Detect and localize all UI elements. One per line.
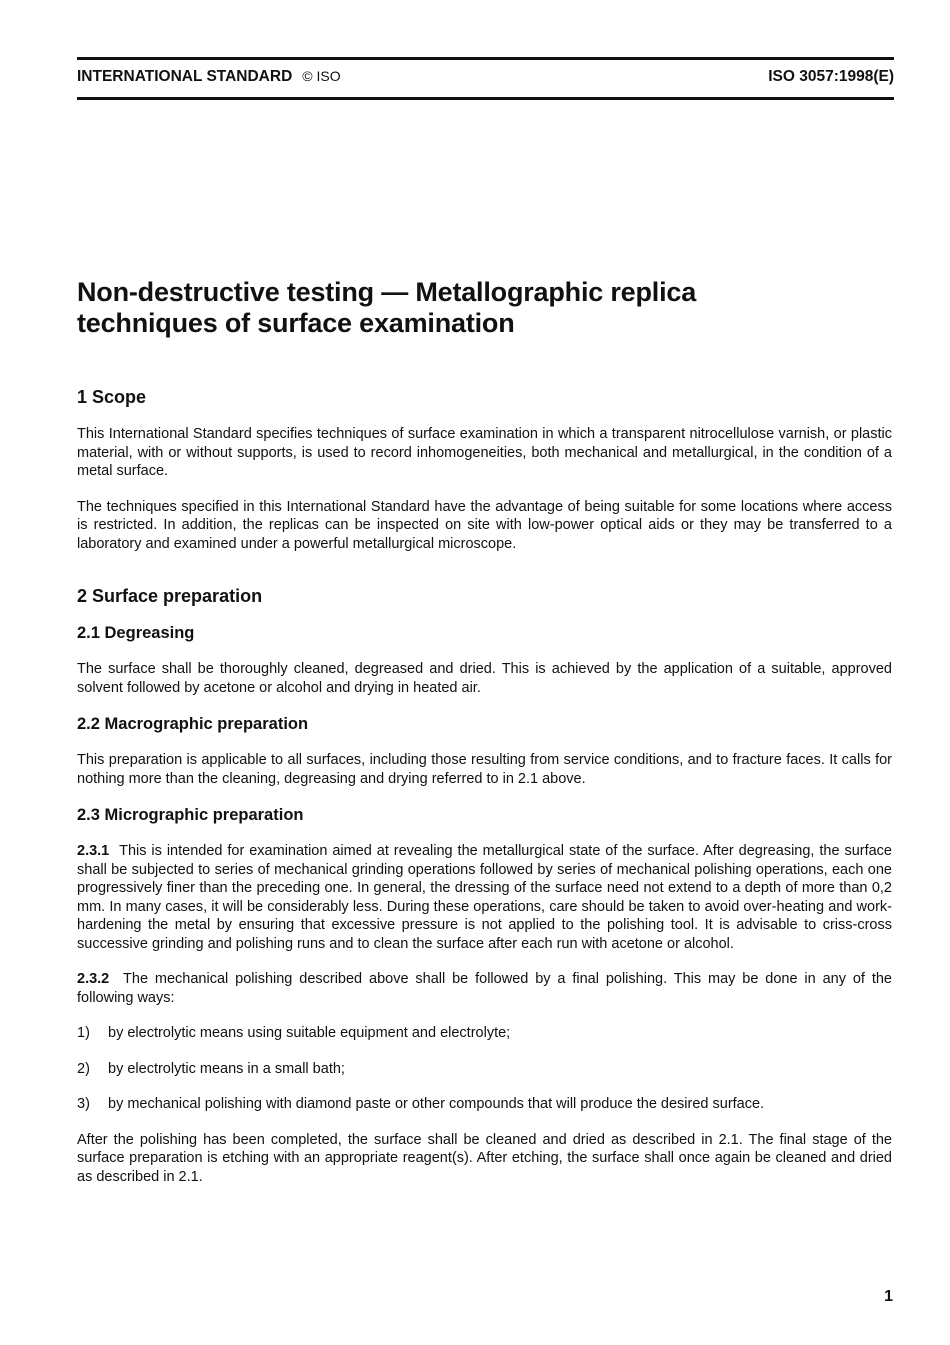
section-scope-heading: 1 Scope (77, 387, 147, 407)
section-surface-preparation-heading: 2 Surface preparation (77, 586, 263, 606)
macrographic-paragraph: This preparation is applicable to all surfaces, including those resulting from service conditions, and to fracture faces. It calls for nothing more than the cleaning, degreasing and drying referred to in 2.1 above. (77, 752, 892, 787)
document-body (77, 277, 892, 1186)
page-number: 1 (884, 1288, 893, 1305)
clause-2-3-2-text: The mechanical polishing described above shall be followed by a final polishing. This may be done in any of the following ways: (77, 971, 893, 1006)
copyright-notice: © ISO (302, 68, 341, 84)
doc-id: ISO 3057:1998(E) (768, 68, 894, 85)
list-item-number: 3) (77, 1096, 90, 1112)
clause-2-3-1 (77, 842, 892, 953)
list-item-text: by electrolytic means using suitable equipment and electrolyte; (108, 1025, 511, 1041)
list-item-number: 1) (77, 1025, 90, 1041)
scope-paragraph-1: This International Standard specifies techniques of surface examination in which a transparent nitrocellulose varnish, or plastic material, with or without supports, is used to record inhomogeneities, both mechanical and metallurgical, in the condition of a metal surface. (77, 426, 892, 479)
subsection-macrographic-heading: 2.2 Macrographic preparation (77, 715, 309, 733)
degreasing-paragraph: The surface shall be thoroughly cleaned, degreased and dried. This is achieved by the application of a suitable, approved solvent followed by acetone or alcohol and drying in heated air. (77, 661, 892, 696)
header-bottom-rule (77, 97, 894, 100)
clause-2-3-1-text: This is intended for examination aimed at revealing the metallurgical state of the surface. After degreasing, the surface shall be subjected to series of mechanical grinding operations followed by series of mechanical polishing operations, each one progressively finer than the preceding one. In general, the dressing of the surface need not extend to a depth of more than 0,2 mm. In many cases, it will be considerably less. During these operations, care should be taken to avoid over-heating and work-hardening the metal by ensuring that excessive pressure is not applied to the polishing tool. It is advisable to criss-cross successive grinding and polishing runs and to clean the surface after each run with acetone or alcohol. (77, 843, 893, 952)
final-paragraph: After the polishing has been completed, the surface shall be cleaned and dried as described in 2.1. The final stage of the surface preparation is etching with an appropriate reagent(s). After etching, the surface shall once again be cleaned and dried as described in 2.1. (77, 1131, 892, 1185)
document-title (77, 277, 892, 339)
list-item (77, 1095, 892, 1114)
list-item-number: 2) (77, 1060, 90, 1077)
doc-type: INTERNATIONAL STANDARD (77, 68, 293, 85)
subsection-micrographic-heading: 2.3 Micrographic preparation (77, 806, 304, 824)
title-line-2: techniques of surface examination (77, 308, 515, 338)
page-header (77, 68, 894, 90)
title-line-1: Non-destructive testing — Metallographic replica (77, 277, 697, 307)
list-item (77, 1060, 892, 1079)
scope-paragraph-2: The techniques specified in this International Standard have the advantage of being suitable for some locations where access is restricted. In addition, the replicas can be inspected on site with low-power optical aids or they may be transferred to a laboratory and examined under a powerful metallurgical microscope. (77, 498, 892, 552)
clause-2-3-1-number: 2.3.1 (77, 843, 110, 859)
subsection-degreasing-heading: 2.1 Degreasing (77, 624, 195, 642)
header-top-rule (77, 57, 894, 60)
clause-2-3-2-number: 2.3.2 (77, 971, 110, 987)
list-item-text: by mechanical polishing with diamond paste or other compounds that will produce the desired surface. (108, 1096, 765, 1112)
clause-2-3-2 (77, 970, 892, 1007)
header-left (77, 68, 341, 86)
list-item (77, 1024, 892, 1043)
list-item-text: by electrolytic means in a small bath; (108, 1060, 345, 1077)
